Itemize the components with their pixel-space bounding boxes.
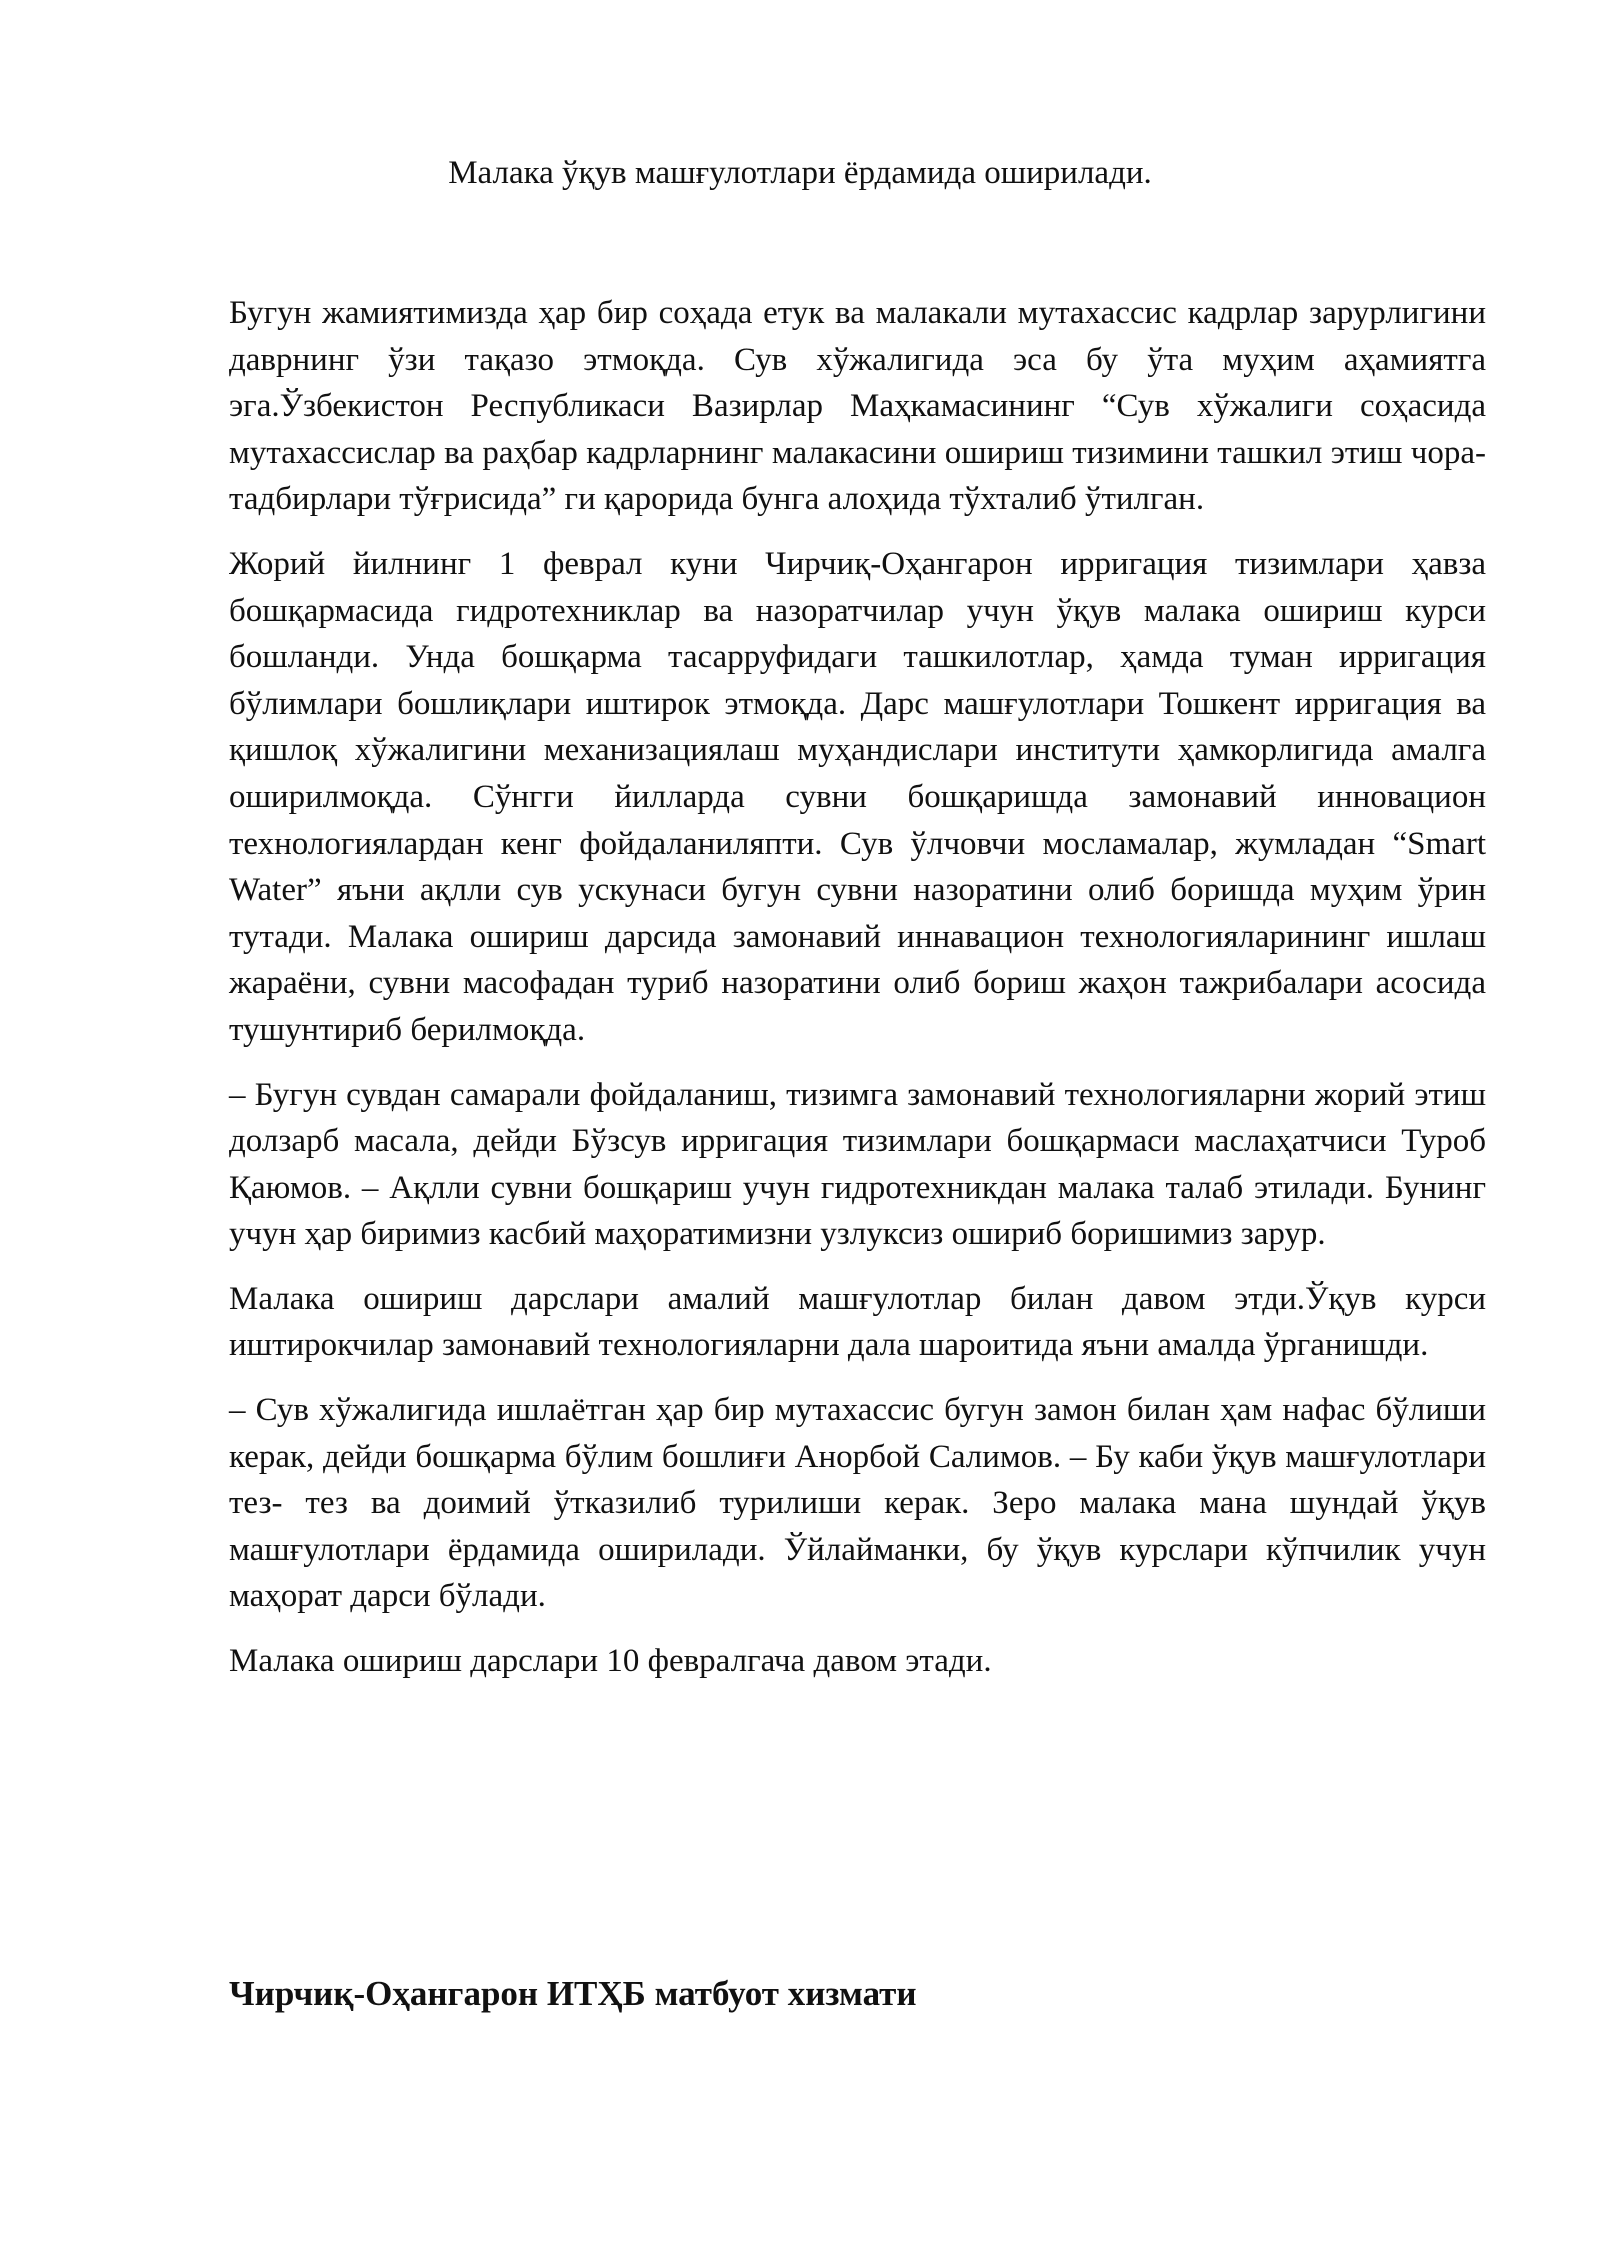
paragraph: Бугун жамиятимизда ҳар бир соҳада етук ва малакали мутахассис кадрлар зарурлигини даврнинг ўзи тақазо этмоқда. Сув хўжалигида эса бу ўта муҳим аҳамиятга эга.Ўзбекистон Республикаси Вазирлар Маҳкамасининг “Сув хўжалиги соҳасида мутахассислар ва раҳбар кадрларнинг малакасини ошириш тизимини ташкил этиш чора-тадбирлари тўғрисида” ги қарорида бунга алоҳида тўхталиб ўтилган. [229, 295, 1486, 518]
paragraph: – Сув хўжалигида ишлаётган ҳар бир мутахассис бугун замон билан ҳам нафас бўлиши керак, дейди бошқарма бўлим бошлиғи Анорбой Салимов. – Бу каби ўқув машғулотлари тез- тез ва доимий ўтказилиб турилиши керак. Зеро малака мана шундай ўқув машғулотлари ёрдамида оширилади. Ўйлайманки, бу ўқув курслари кўпчилик учун маҳорат дарси бўлади. [229, 1392, 1486, 1615]
paragraph: Жорий йилнинг 1 феврал куни Чирчиқ-Оҳангарон ирригация тизимлари ҳавза бошқармасида гидротехниклар ва назоратчилар учун ўқув малака ошириш курси бошланди. Унда бошқарма тасарруфидаги ташкилотлар, ҳамда туман ирригация бўлимлари бошлиқлари иштирок этмоқда. Дарс машғулотлари Тошкент ирригация ва қишлоқ хўжалигини механизациялаш муҳандислари институти ҳамкорлигида амалга оширилмоқда. Сўнгги йилларда сувни бошқаришда замонавий инновацион технологиялардан кенг фойдаланиляпти. Сув ўлчовчи мосламалар, жумладан “Smart Water” яъни ақлли сув ускунаси бугун сувни назоратини олиб боришда муҳим ўрин тутади. Малака ошириш дарсида замонавий иннавацион технологияларининг ишлаш жараёни, сувни масофадан туриб назоратини олиб бориш жаҳон тажрибалари асосида тушунтириб берилмоқда. [229, 545, 1486, 1048]
press-service-signature: Чирчиқ-Оҳангарон ИТҲБ матбуот хизмати [229, 1974, 917, 2013]
paragraph: – Бугун сувдан самарали фойдаланиш, тизимга замонавий технологияларни жорий этиш долзарб масала, дейди Бўзсув ирригация тизимлари бошқармаси маслаҳатчиси Туроб Қаюмов. – Ақлли сувни бошқариш учун гидротехникдан малака талаб этилади. Бунинг учун ҳар биримиз касбий маҳоратимизни узлуксиз ошириб боришимиз зарур. [229, 1076, 1486, 1253]
article-body [229, 290, 1486, 1703]
document-title: Малака ўқув машғулотлари ёрдамида оширилади. [448, 155, 1152, 191]
paragraph: Малака ошириш дарслари амалий машғулотлар билан давом этди.Ўқув курси иштирокчилар замонавий технологияларни дала шароитида яъни амалда ўрганишди. [229, 1280, 1486, 1364]
closing-paragraph: Малака ошириш дарслари 10 февралгача давом этади. [229, 1643, 992, 1680]
